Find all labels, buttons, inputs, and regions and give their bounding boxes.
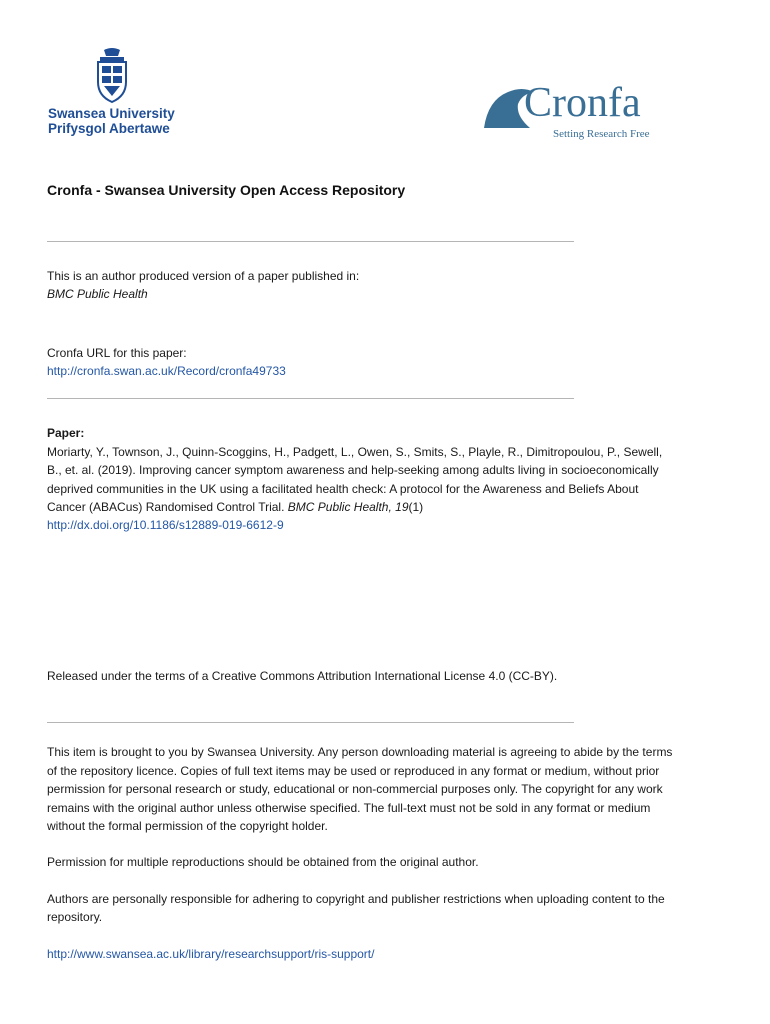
divider: [47, 722, 574, 723]
terms-line: without the formal permission of the copyright holder.: [47, 819, 328, 833]
citation-text: Cancer (ABACus) Randomised Control Trial.: [47, 500, 288, 514]
divider: [47, 398, 574, 399]
cronfa-url-link[interactable]: http://cronfa.swan.ac.uk/Record/cronfa49733: [47, 364, 286, 378]
terms-line: remains with the original author unless otherwise specified. The full-text must not be sold in any format or medium: [47, 801, 651, 815]
journal-name: BMC Public Health: [47, 287, 148, 301]
university-name-en: Swansea University: [48, 106, 175, 121]
university-name-cy: Prifysgol Abertawe: [48, 121, 170, 136]
divider: [47, 241, 574, 242]
citation-line: B., et. al. (2019). Improving cancer symptom awareness and help-seeking among adults living in socioeconomically: [47, 463, 659, 477]
license-text: Released under the terms of a Creative Commons Attribution International License 4.0 (CC-BY).: [47, 669, 558, 683]
cronfa-logo-word: Cronfa: [524, 80, 641, 126]
terms-line: of the repository licence. Copies of full text items may be used or reproduced in any format or medium, without prior: [47, 764, 660, 778]
doi-link[interactable]: http://dx.doi.org/10.1186/s12889-019-6612-9: [47, 518, 284, 532]
page-title: Cronfa - Swansea University Open Access Repository: [47, 182, 406, 198]
cronfa-tagline: Setting Research Free: [553, 128, 650, 140]
authors-line: Authors are personally responsible for adhering to copyright and publisher restrictions when uploading content to the: [47, 892, 665, 906]
permission-text: Permission for multiple reproductions should be obtained from the original author.: [47, 855, 479, 869]
citation-issue: (1): [408, 500, 424, 514]
swansea-university-logo: [44, 48, 194, 138]
terms-line: permission for personal research or study, educational or non-commercial purposes only. The copyright for any work: [47, 782, 663, 796]
authors-line: repository.: [47, 910, 103, 924]
citation-line: [47, 498, 747, 516]
university-crest-icon: [92, 48, 132, 104]
paper-heading: Paper:: [47, 426, 85, 440]
citation-line: deprived communities in the UK using a facilitated health check: A protocol for the Awareness and Beliefs About: [47, 482, 639, 496]
support-url-link[interactable]: http://www.swansea.ac.uk/library/researchsupport/ris-support/: [47, 947, 375, 961]
citation-journal: BMC Public Health, 19: [287, 500, 409, 514]
cronfa-logo: [482, 80, 682, 146]
terms-line: This item is brought to you by Swansea University. Any person downloading material is agreeing to abide by the terms: [47, 745, 673, 759]
citation-line: Moriarty, Y., Townson, J., Quinn-Scoggins, H., Padgett, L., Owen, S., Smits, S., Playle, R., Dimitropoulou, P., Sewell,: [47, 445, 663, 459]
published-in-label: This is an author produced version of a paper published in:: [47, 269, 360, 283]
cronfa-url-label: Cronfa URL for this paper:: [47, 346, 187, 360]
